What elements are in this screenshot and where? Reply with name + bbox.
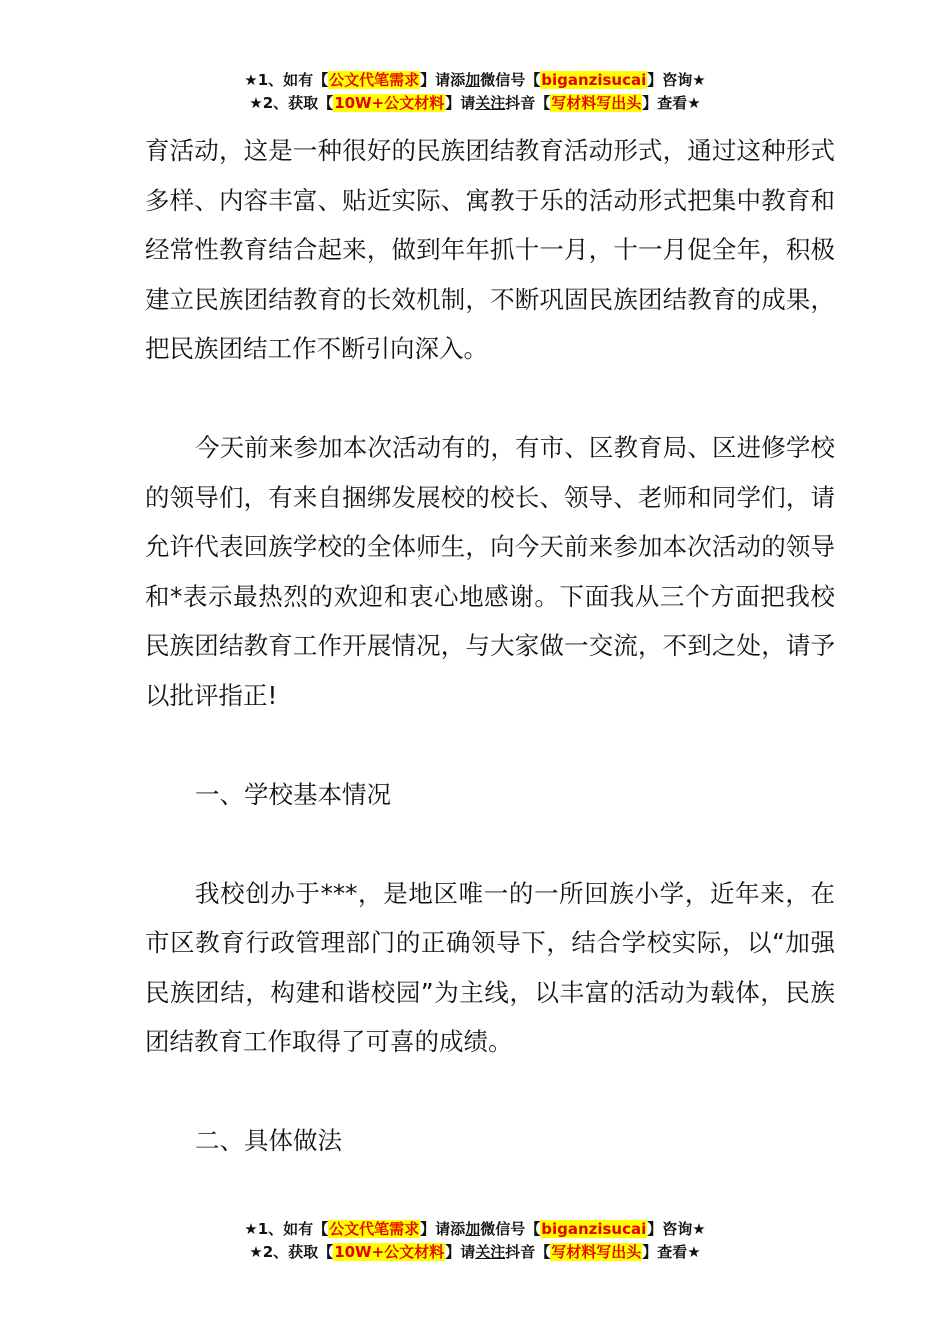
footer-banner-line-1: ★1、如有【公文代笔需求】请添加微信号【biganzisucai】咨询★ xyxy=(244,1220,706,1238)
highlight-wechat-id: biganzisucai xyxy=(541,71,647,89)
header-banner-line-1: ★1、如有【公文代笔需求】请添加微信号【biganzisucai】咨询★ xyxy=(244,71,706,89)
highlight-materials: 10W+公文材料 xyxy=(334,1243,445,1261)
footer-banner-line-2: ★2、获取【10W+公文材料】请关注抖音【写材料写出头】查看★ xyxy=(249,1243,701,1261)
document-body xyxy=(145,126,835,1166)
highlight-douyin: 写材料写出头 xyxy=(551,94,642,112)
section-heading-2: 二、具体做法 xyxy=(195,1126,342,1155)
highlight-service: 公文代笔需求 xyxy=(329,71,420,89)
highlight-materials: 10W+公文材料 xyxy=(334,94,445,112)
highlight-wechat-id: biganzisucai xyxy=(541,1220,647,1238)
highlight-service: 公文代笔需求 xyxy=(329,1220,420,1238)
paragraph-1: 育活动，这是一种很好的民族团结教育活动形式，通过这种形式多样、内容丰富、贴近实际、寓教于乐的活动形式把集中教育和经常性教育结合起来，做到年年抓十一月，十一月促全年，积极建立民族团结教育的长效机制，不断巩固民族团结教育的成果，把民族团结工作不断引向深入。 xyxy=(145,136,835,363)
header-banner-line-2: ★2、获取【10W+公文材料】请关注抖音【写材料写出头】查看★ xyxy=(249,94,701,112)
footer-banner xyxy=(0,1218,950,1264)
section-heading-1: 一、学校基本情况 xyxy=(195,779,391,809)
paragraph-3: 我校创办于***，是地区唯一的一所回族小学，近年来，在市区教育行政管理部门的正确领导下，结合学校实际，以“加强民族团结，构建和谐校园”为主线，以丰富的活动为载体，民族团结教育工作取得了可喜的成绩。 xyxy=(145,878,835,1056)
highlight-douyin: 写材料写出头 xyxy=(551,1243,642,1261)
paragraph-2: 今天前来参加本次活动有的，有市、区教育局、区进修学校的领导们，有来自捆绑发展校的校长、领导、老师和同学们，请允许代表回族学校的全体师生，向今天前来参加本次活动的领导和*表示最热烈的欢迎和衷心地感谢。下面我从三个方面把我校民族团结教育工作开展情况，与大家做一交流，不到之处，请予以批评指正! xyxy=(145,433,835,710)
header-banner xyxy=(0,69,950,115)
